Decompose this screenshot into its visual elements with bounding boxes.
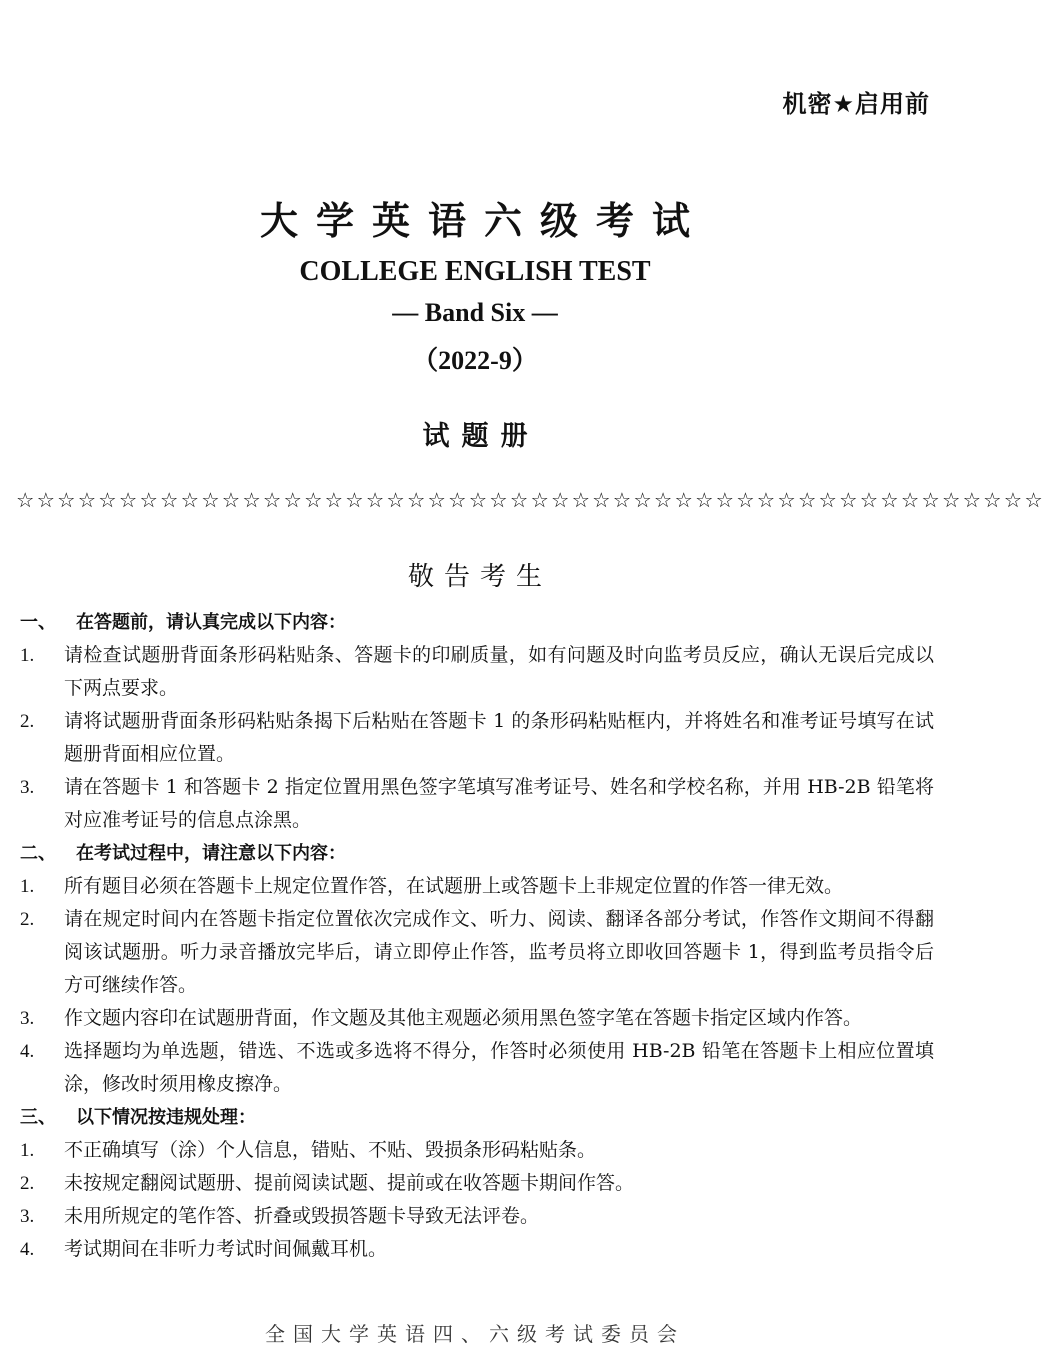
booklet-label: 试题册 [422, 421, 540, 452]
confidential-label: 机密★启用前 [782, 90, 930, 118]
exam-title-english: COLLEGE ENGLISH TEST [299, 256, 651, 287]
item-text: 请在答题卡 1 和答题卡 2 指定位置用黑色签字笔填写准考证号、姓名和学校名称，并用 HB-2B 铅笔将对应准考证号的信息点涂黑。 [64, 776, 934, 831]
exam-band: — Band Six — [392, 298, 558, 327]
list-item [20, 1167, 934, 1200]
star-divider: ☆☆☆☆☆☆☆☆☆☆☆☆☆☆☆☆☆☆☆☆☆☆☆☆☆☆☆☆☆☆☆☆☆☆☆☆☆☆☆☆☆☆☆☆☆☆☆☆☆☆ [16, 488, 1045, 512]
item-number: 2. [20, 1173, 35, 1194]
list-item [20, 771, 934, 837]
item-number: 4. [20, 1239, 35, 1260]
item-text: 所有题目必须在答题卡上规定位置作答，在试题册上或答题卡上非规定位置的作答一律无效。 [64, 875, 844, 897]
item-number: 1. [20, 645, 35, 666]
list-item [20, 1134, 934, 1167]
section [20, 606, 934, 837]
item-number: 2. [20, 909, 35, 930]
section-number: 三、 [20, 1107, 56, 1128]
item-number: 3. [20, 1008, 35, 1029]
page-footer: 全国大学英语四、六级考试委员会 [265, 1322, 685, 1346]
exam-date: （2022-9） [412, 346, 538, 375]
section-number: 二、 [20, 843, 56, 864]
list-item [20, 1233, 934, 1266]
section [20, 837, 934, 1101]
list-item [20, 870, 934, 903]
item-text: 选择题均为单选题，错选、不选或多选将不得分，作答时必须使用 HB-2B 铅笔在答题卡上相应位置填涂，修改时须用橡皮擦净。 [64, 1040, 934, 1095]
item-text: 请检查试题册背面条形码粘贴条、答题卡的印刷质量，如有问题及时向监考员反应，确认无误后完成以下两点要求。 [64, 644, 934, 699]
item-number: 1. [20, 1140, 35, 1161]
item-text: 考试期间在非听力考试时间佩戴耳机。 [64, 1238, 388, 1260]
item-text: 作文题内容印在试题册背面，作文题及其他主观题必须用黑色签字笔在答题卡指定区域内作答。 [64, 1007, 863, 1029]
list-item [20, 705, 934, 771]
section-number: 一、 [20, 612, 56, 633]
section-heading [20, 1101, 934, 1134]
item-text: 不正确填写（涂）个人信息，错贴、不贴、毁损条形码粘贴条。 [64, 1139, 597, 1161]
notice-heading: 敬告考生 [407, 562, 552, 592]
instructions [20, 606, 934, 1266]
exam-title-chinese: 大学英语六级考试 [259, 199, 708, 243]
section-title: 以下情况按违规处理： [76, 1107, 256, 1128]
section-title: 在考试过程中，请注意以下内容： [76, 843, 346, 864]
item-number: 1. [20, 876, 35, 897]
item-text: 未按规定翻阅试题册、提前阅读试题、提前或在收答题卡期间作答。 [64, 1172, 635, 1194]
list-item [20, 903, 934, 1002]
item-number: 2. [20, 711, 35, 732]
list-item [20, 639, 934, 705]
item-text: 请在规定时间内在答题卡指定位置依次完成作文、听力、阅读、翻译各部分考试，作答作文期间不得翻阅该试题册。听力录音播放完毕后，请立即停止作答，监考员将立即收回答题卡 1，得到监考员指令后方可继续作答。 [64, 908, 934, 996]
item-text: 未用所规定的笔作答、折叠或毁损答题卡导致无法评卷。 [64, 1205, 540, 1227]
item-text: 请将试题册背面条形码粘贴条揭下后粘贴在答题卡 1 的条形码粘贴框内，并将姓名和准考证号填写在试题册背面相应位置。 [64, 710, 934, 765]
list-item [20, 1002, 934, 1035]
item-number: 4. [20, 1041, 35, 1062]
section-heading [20, 606, 934, 639]
item-number: 3. [20, 777, 35, 798]
list-item [20, 1035, 934, 1101]
section-title: 在答题前，请认真完成以下内容： [76, 612, 346, 633]
item-number: 3. [20, 1206, 35, 1227]
section [20, 1101, 934, 1266]
list-item [20, 1200, 934, 1233]
section-heading [20, 837, 934, 870]
